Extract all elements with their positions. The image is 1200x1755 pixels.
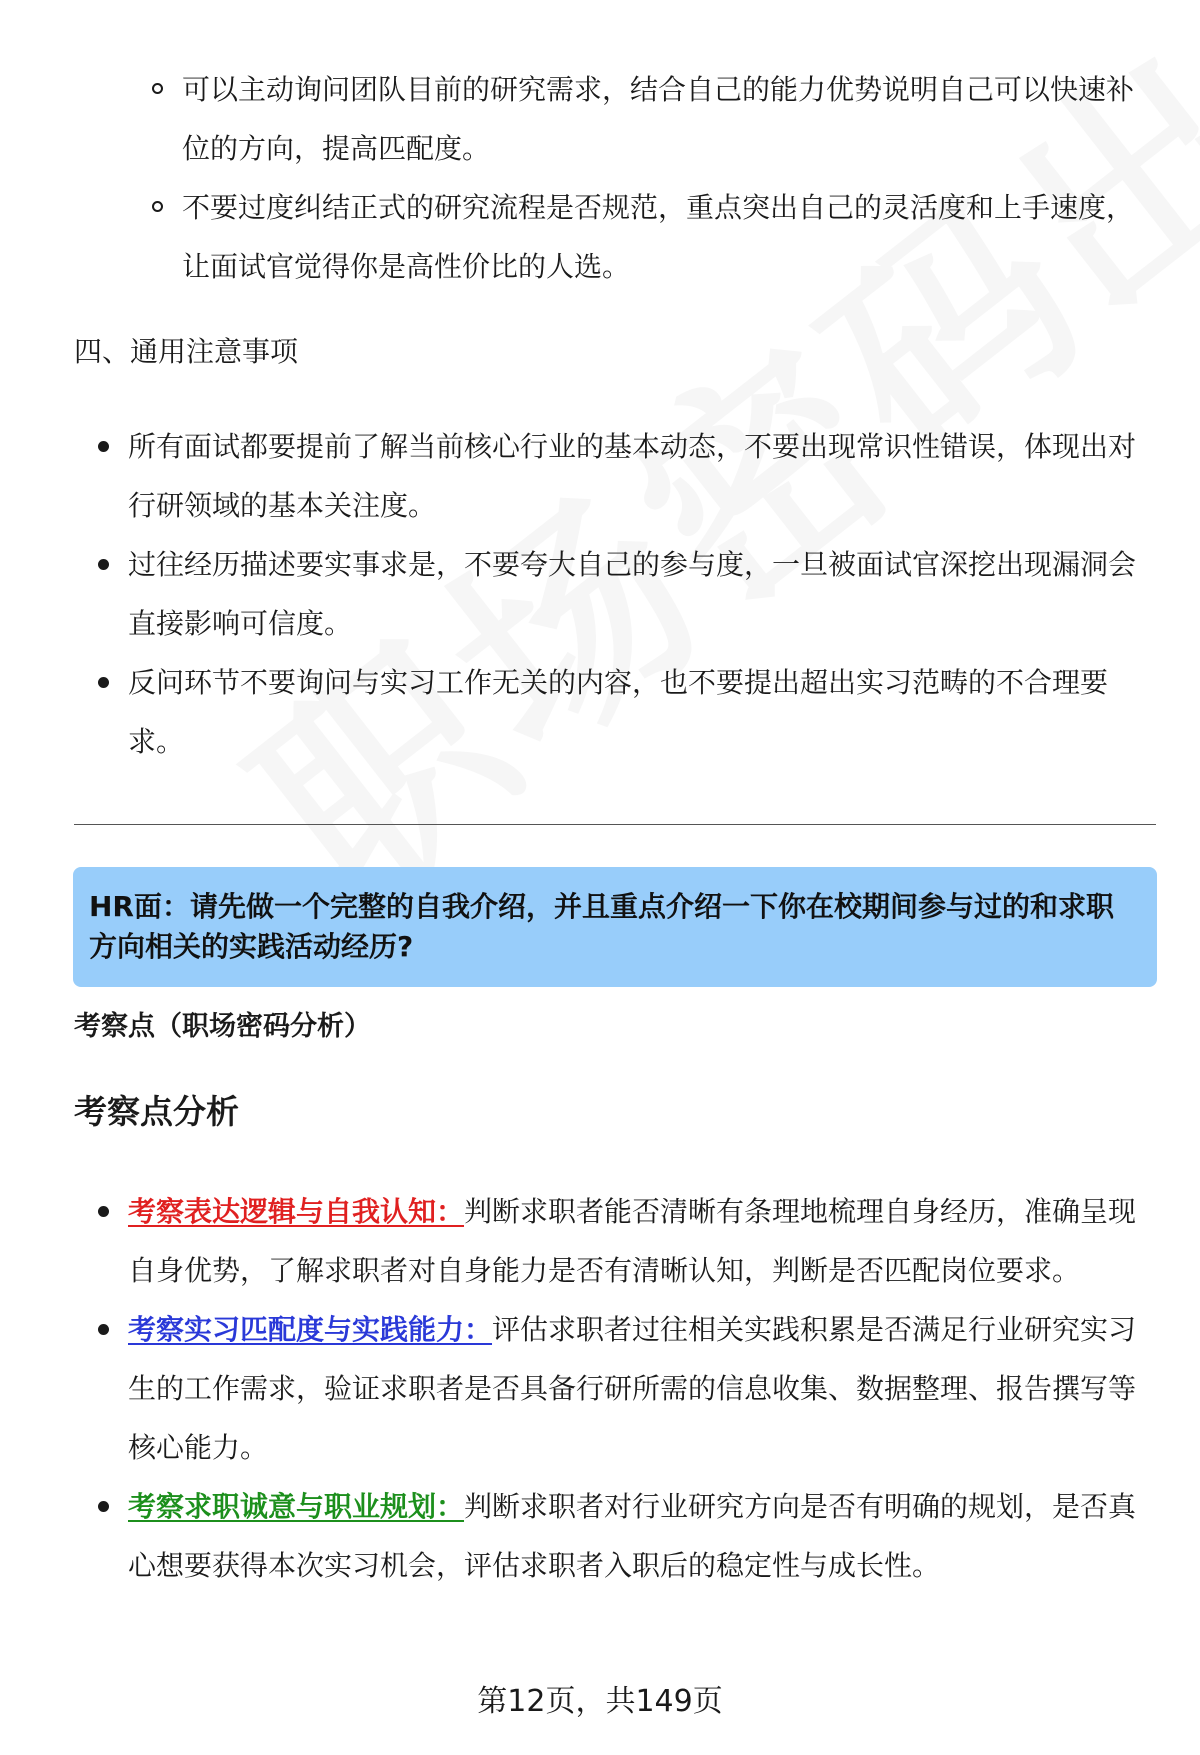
list-item bbox=[128, 417, 1144, 535]
list-item-text: 反问环节不要询问与实习工作无关的内容，也不要提出超出实习范畴的不合理要求。 bbox=[128, 666, 1109, 758]
analysis-text: 判断求职者对行业研究方向是否有明确的规划，是否真心想要获得本次实习机会，评估求职者入职后的稳定性与成长性。 bbox=[128, 1490, 1137, 1582]
bullet-icon bbox=[98, 1324, 109, 1335]
bullet-icon bbox=[98, 1206, 109, 1217]
exam-point-label: 考察点（职场密码分析） bbox=[74, 1011, 371, 1042]
bullet-icon bbox=[98, 559, 109, 570]
bullet-icon bbox=[98, 441, 109, 452]
list-item bbox=[128, 1300, 1144, 1477]
bullet-icon bbox=[98, 1501, 109, 1512]
hollow-bullet-icon bbox=[152, 83, 163, 94]
analysis-list bbox=[128, 1182, 1144, 1595]
analysis-keyword: 考察求职诚意与职业规划： bbox=[128, 1490, 465, 1523]
list-item-text: 所有面试都要提前了解当前核心行业的基本动态，不要出现常识性错误，体现出对行研领域的基本关注度。 bbox=[128, 430, 1137, 522]
analysis-keyword: 考察实习匹配度与实践能力： bbox=[128, 1313, 493, 1346]
section-heading: 四、通用注意事项 bbox=[74, 335, 299, 368]
list-item bbox=[128, 653, 1144, 771]
analysis-heading: 考察点分析 bbox=[74, 1092, 239, 1131]
analysis-text: 评估求职者过往相关实践积累是否满足行业研究实习生的工作需求，验证求职者是否具备行研所需的信息收集、数据整理、报告撰写等核心能力。 bbox=[128, 1313, 1137, 1464]
hollow-bullet-icon bbox=[152, 201, 163, 212]
list-item-text: 不要过度纠结正式的研究流程是否规范，重点突出自己的灵活度和上手速度，让面试官觉得你是高性价比的人选。 bbox=[182, 191, 1135, 283]
hr-question-text: HR面：请先做一个完整的自我介绍，并且重点介绍一下你在校期间参与过的和求职方向相关的实践活动经历? bbox=[89, 890, 1114, 963]
list-item bbox=[182, 178, 1142, 296]
page-number: 第12页，共149页 bbox=[477, 1684, 723, 1719]
list-item bbox=[128, 1477, 1144, 1595]
hr-question-box bbox=[73, 867, 1157, 987]
list-item-text: 过往经历描述要实事求是，不要夸大自己的参与度，一旦被面试官深挖出现漏洞会直接影响可信度。 bbox=[128, 548, 1137, 640]
notes-list bbox=[128, 417, 1144, 771]
sub-bullet-list bbox=[182, 60, 1142, 296]
analysis-keyword: 考察表达逻辑与自我认知： bbox=[128, 1195, 465, 1228]
divider bbox=[74, 824, 1156, 825]
list-item bbox=[182, 60, 1142, 178]
list-item-text: 可以主动询问团队目前的研究需求，结合自己的能力优势说明自己可以快速补位的方向，提高匹配度。 bbox=[182, 73, 1135, 165]
list-item bbox=[128, 535, 1144, 653]
analysis-text: 判断求职者能否清晰有条理地梳理自身经历，准确呈现自身优势，了解求职者对自身能力是否有清晰认知，判断是否匹配岗位要求。 bbox=[128, 1195, 1137, 1287]
bullet-icon bbox=[98, 677, 109, 688]
list-item bbox=[128, 1182, 1144, 1300]
